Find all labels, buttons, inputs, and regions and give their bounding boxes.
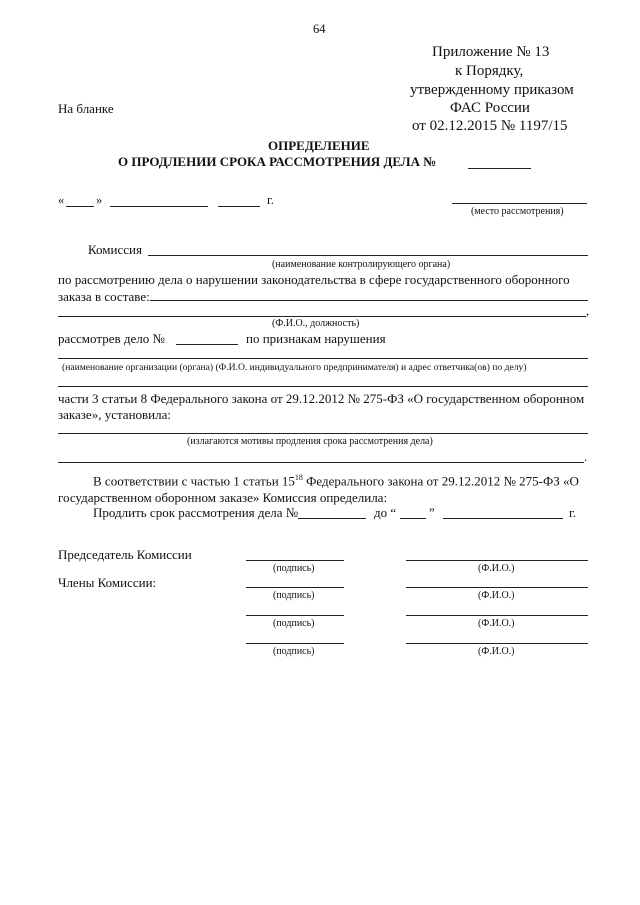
date-month-blank[interactable] bbox=[110, 206, 208, 207]
decision-superscript: 18 bbox=[294, 473, 303, 482]
extend-day-field[interactable] bbox=[400, 518, 426, 519]
place-blank[interactable] bbox=[452, 203, 587, 204]
page-number: 64 bbox=[313, 22, 326, 36]
appendix-line: утвержденному приказом bbox=[410, 82, 574, 98]
signature-line[interactable] bbox=[246, 587, 344, 588]
signature-caption: (подпись) bbox=[273, 646, 315, 657]
date-year-suffix: г. bbox=[267, 193, 274, 207]
case-number-field[interactable] bbox=[176, 344, 238, 345]
signature-line[interactable] bbox=[246, 643, 344, 644]
signature-caption: (подпись) bbox=[273, 618, 315, 629]
date-open-quote: « bbox=[58, 193, 65, 207]
organization-caption: (наименование организации (органа) (Ф.И.О. индивидуального предпринимателя) и адрес ответчика(ов) по делу) bbox=[62, 362, 527, 373]
extend-month-year-field[interactable] bbox=[443, 518, 563, 519]
commission-caption: (наименование контролирующего органа) bbox=[272, 259, 451, 270]
appendix-line: к Порядку, bbox=[455, 63, 524, 79]
decision-text-line: государственном оборонном заказе» Комиссия определила: bbox=[58, 490, 388, 505]
fio-line[interactable] bbox=[406, 643, 588, 644]
law-text-line: части 3 статьи 8 Федерального закона от 29.12.2012 № 275-ФЗ «О государственном оборонном bbox=[58, 391, 585, 406]
case-number-blank[interactable] bbox=[468, 168, 531, 169]
commission-label: Комиссия bbox=[88, 242, 142, 257]
composition-blank[interactable] bbox=[150, 300, 588, 301]
motives-blank-2[interactable] bbox=[58, 462, 584, 463]
fio-position-caption: (Ф.И.О., должность) bbox=[272, 318, 360, 329]
appendix-line: ФАС России bbox=[450, 100, 530, 116]
fio-caption: (Ф.И.О.) bbox=[478, 646, 515, 657]
members-label: Члены Комиссии: bbox=[58, 575, 157, 590]
extend-year-suffix: г. bbox=[569, 505, 577, 520]
appendix-line: от 02.12.2015 № 1197/15 bbox=[412, 118, 568, 134]
on-blank-label: На бланке bbox=[58, 101, 114, 116]
decision-text-line bbox=[93, 473, 579, 489]
case-suffix: по признакам нарушения bbox=[246, 331, 386, 346]
document-title: ОПРЕДЕЛЕНИЕ bbox=[268, 138, 370, 153]
fio-line[interactable] bbox=[406, 615, 588, 616]
date-day-blank[interactable] bbox=[66, 206, 94, 207]
extend-prefix: Продлить срок рассмотрения дела № bbox=[93, 505, 299, 520]
organization-blank[interactable] bbox=[58, 358, 588, 359]
trailing-period: . bbox=[584, 450, 588, 464]
fio-line[interactable] bbox=[406, 560, 588, 561]
signature-caption: (подпись) bbox=[273, 590, 315, 601]
place-caption: (место рассмотрения) bbox=[471, 206, 564, 217]
appendix-line: Приложение № 13 bbox=[432, 44, 550, 60]
motives-caption: (излагаются мотивы продления срока рассмотрения дела) bbox=[187, 436, 433, 447]
case-prefix: рассмотрев дело № bbox=[58, 331, 165, 346]
trailing-comma: , bbox=[586, 304, 590, 318]
organization-blank-2[interactable] bbox=[58, 386, 588, 387]
signature-line[interactable] bbox=[246, 615, 344, 616]
fio-caption: (Ф.И.О.) bbox=[478, 618, 515, 629]
extend-case-number-field[interactable] bbox=[298, 518, 366, 519]
extend-until: до “ bbox=[374, 505, 397, 520]
fio-line[interactable] bbox=[406, 587, 588, 588]
fio-caption: (Ф.И.О.) bbox=[478, 563, 515, 574]
decision-text: Федерального закона от 29.12.2012 № 275-ФЗ «О bbox=[302, 473, 579, 489]
law-text-line: заказе», установила: bbox=[58, 407, 172, 422]
document-subtitle: О ПРОДЛЕНИИ СРОКА РАССМОТРЕНИЯ ДЕЛА № bbox=[118, 154, 437, 169]
chairman-label: Председатель Комиссии bbox=[58, 547, 192, 562]
signature-line[interactable] bbox=[246, 560, 344, 561]
review-text-line: по рассмотрению дела о нарушении законодательства в сфере государственного оборонного bbox=[58, 272, 570, 287]
extend-close-quote: ” bbox=[429, 505, 435, 520]
signature-caption: (подпись) bbox=[273, 563, 315, 574]
date-close-quote: » bbox=[96, 193, 103, 207]
date-year-blank[interactable] bbox=[218, 206, 260, 207]
commission-blank[interactable] bbox=[148, 255, 588, 256]
fio-caption: (Ф.И.О.) bbox=[478, 590, 515, 601]
motives-blank[interactable] bbox=[58, 433, 588, 434]
review-text-line: заказа в составе: bbox=[58, 289, 150, 304]
decision-text: В соответствии с частью 1 статьи 15 bbox=[93, 473, 295, 489]
composition-blank-2[interactable] bbox=[58, 316, 586, 317]
